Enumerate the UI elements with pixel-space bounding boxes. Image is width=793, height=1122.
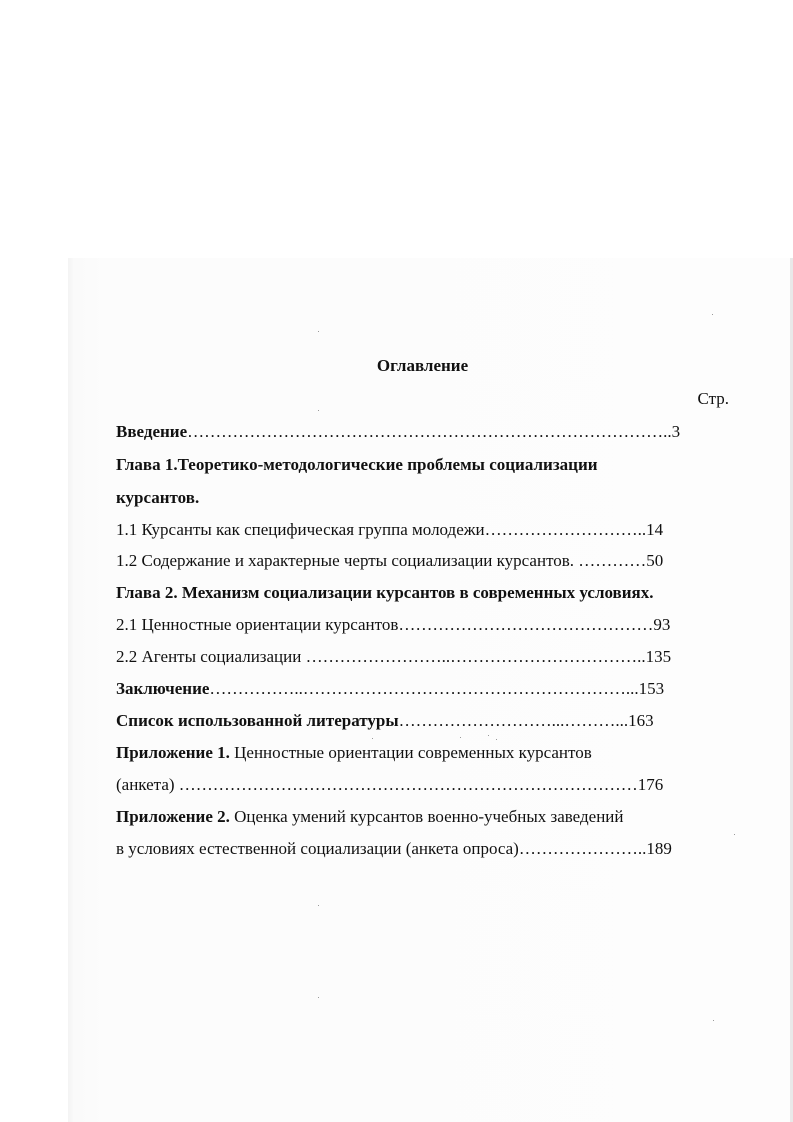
toc-entry-bold: курсантов. xyxy=(116,488,200,507)
toc-entry-text: 1.2 Содержание и характерные черты социализации курсантов. …………50 xyxy=(116,551,664,570)
toc-entry-chapter-1[interactable] xyxy=(116,454,598,476)
toc-entry-text: 2.1 Ценностные ориентации курсантов………………………………………93 xyxy=(116,615,671,634)
toc-entry-bold: Приложение 2. xyxy=(116,807,230,826)
toc-entry-appendix-1[interactable] xyxy=(116,742,592,764)
toc-entry-bibliography[interactable] xyxy=(116,710,654,732)
toc-entry-text: (анкета) ………………………………………………………………………176 xyxy=(116,775,664,794)
scan-speck xyxy=(712,314,713,315)
toc-entry-text: 2.2 Агенты социализации ……………………..……………………………..135 xyxy=(116,647,672,666)
toc-entry-bold: Список использованной литературы xyxy=(116,711,399,730)
scan-speck xyxy=(318,410,319,411)
toc-entry-introduction[interactable] xyxy=(116,421,680,443)
toc-entry-text: Оценка умений курсантов военно-учебных заведений xyxy=(229,807,624,826)
scan-speck xyxy=(318,905,319,906)
scan-speck xyxy=(372,738,373,739)
toc-entry-bold: Глава 2. Механизм социализации курсантов в современных условиях. xyxy=(116,583,654,602)
scan-speck xyxy=(488,735,489,736)
scan-speck xyxy=(713,1020,714,1021)
toc-entry-chapter-2[interactable] xyxy=(116,582,653,604)
toc-entry-bold: Заключение xyxy=(116,679,210,698)
toc-entry-text: ………………………...………...163 xyxy=(398,711,654,730)
toc-entry-bold: Глава 1.Теоретико-методологические проблемы социализации xyxy=(116,455,598,474)
scan-speck xyxy=(318,331,319,332)
page-column-label: Стр. xyxy=(697,389,729,408)
scan-speck xyxy=(734,834,735,835)
toc-entry-bold: Приложение 1. xyxy=(116,743,230,762)
toc-entry-bold: Введение xyxy=(116,422,188,441)
scan-speck xyxy=(496,739,497,740)
toc-entry-section-1-1[interactable] xyxy=(116,519,663,541)
toc-entry-text: Ценностные ориентации современных курсантов xyxy=(229,743,592,762)
scan-speck xyxy=(460,737,461,738)
toc-entry-section-2-1[interactable] xyxy=(116,614,670,636)
scan-speck xyxy=(318,997,319,998)
toc-entry-appendix-2-cont[interactable] xyxy=(116,838,672,860)
toc-entry-chapter-1-cont[interactable] xyxy=(116,487,199,509)
toc-title: Оглавление xyxy=(376,356,469,375)
toc-entry-text: …………………………………………………………………………..3 xyxy=(187,422,681,441)
toc-entry-section-1-2[interactable] xyxy=(116,550,663,572)
toc-entry-text: 1.1 Курсанты как специфическая группа молодежи………………………..14 xyxy=(116,520,664,539)
toc-entry-appendix-2[interactable] xyxy=(116,806,624,828)
toc-entry-conclusion[interactable] xyxy=(116,678,664,700)
toc-entry-text: ……………..…………………………………………………...153 xyxy=(209,679,665,698)
toc-entry-section-2-2[interactable] xyxy=(116,646,671,668)
toc-entry-appendix-1-cont[interactable] xyxy=(116,774,663,796)
toc-entry-text: в условиях естественной социализации (анкета опроса)…………………..189 xyxy=(116,839,672,858)
